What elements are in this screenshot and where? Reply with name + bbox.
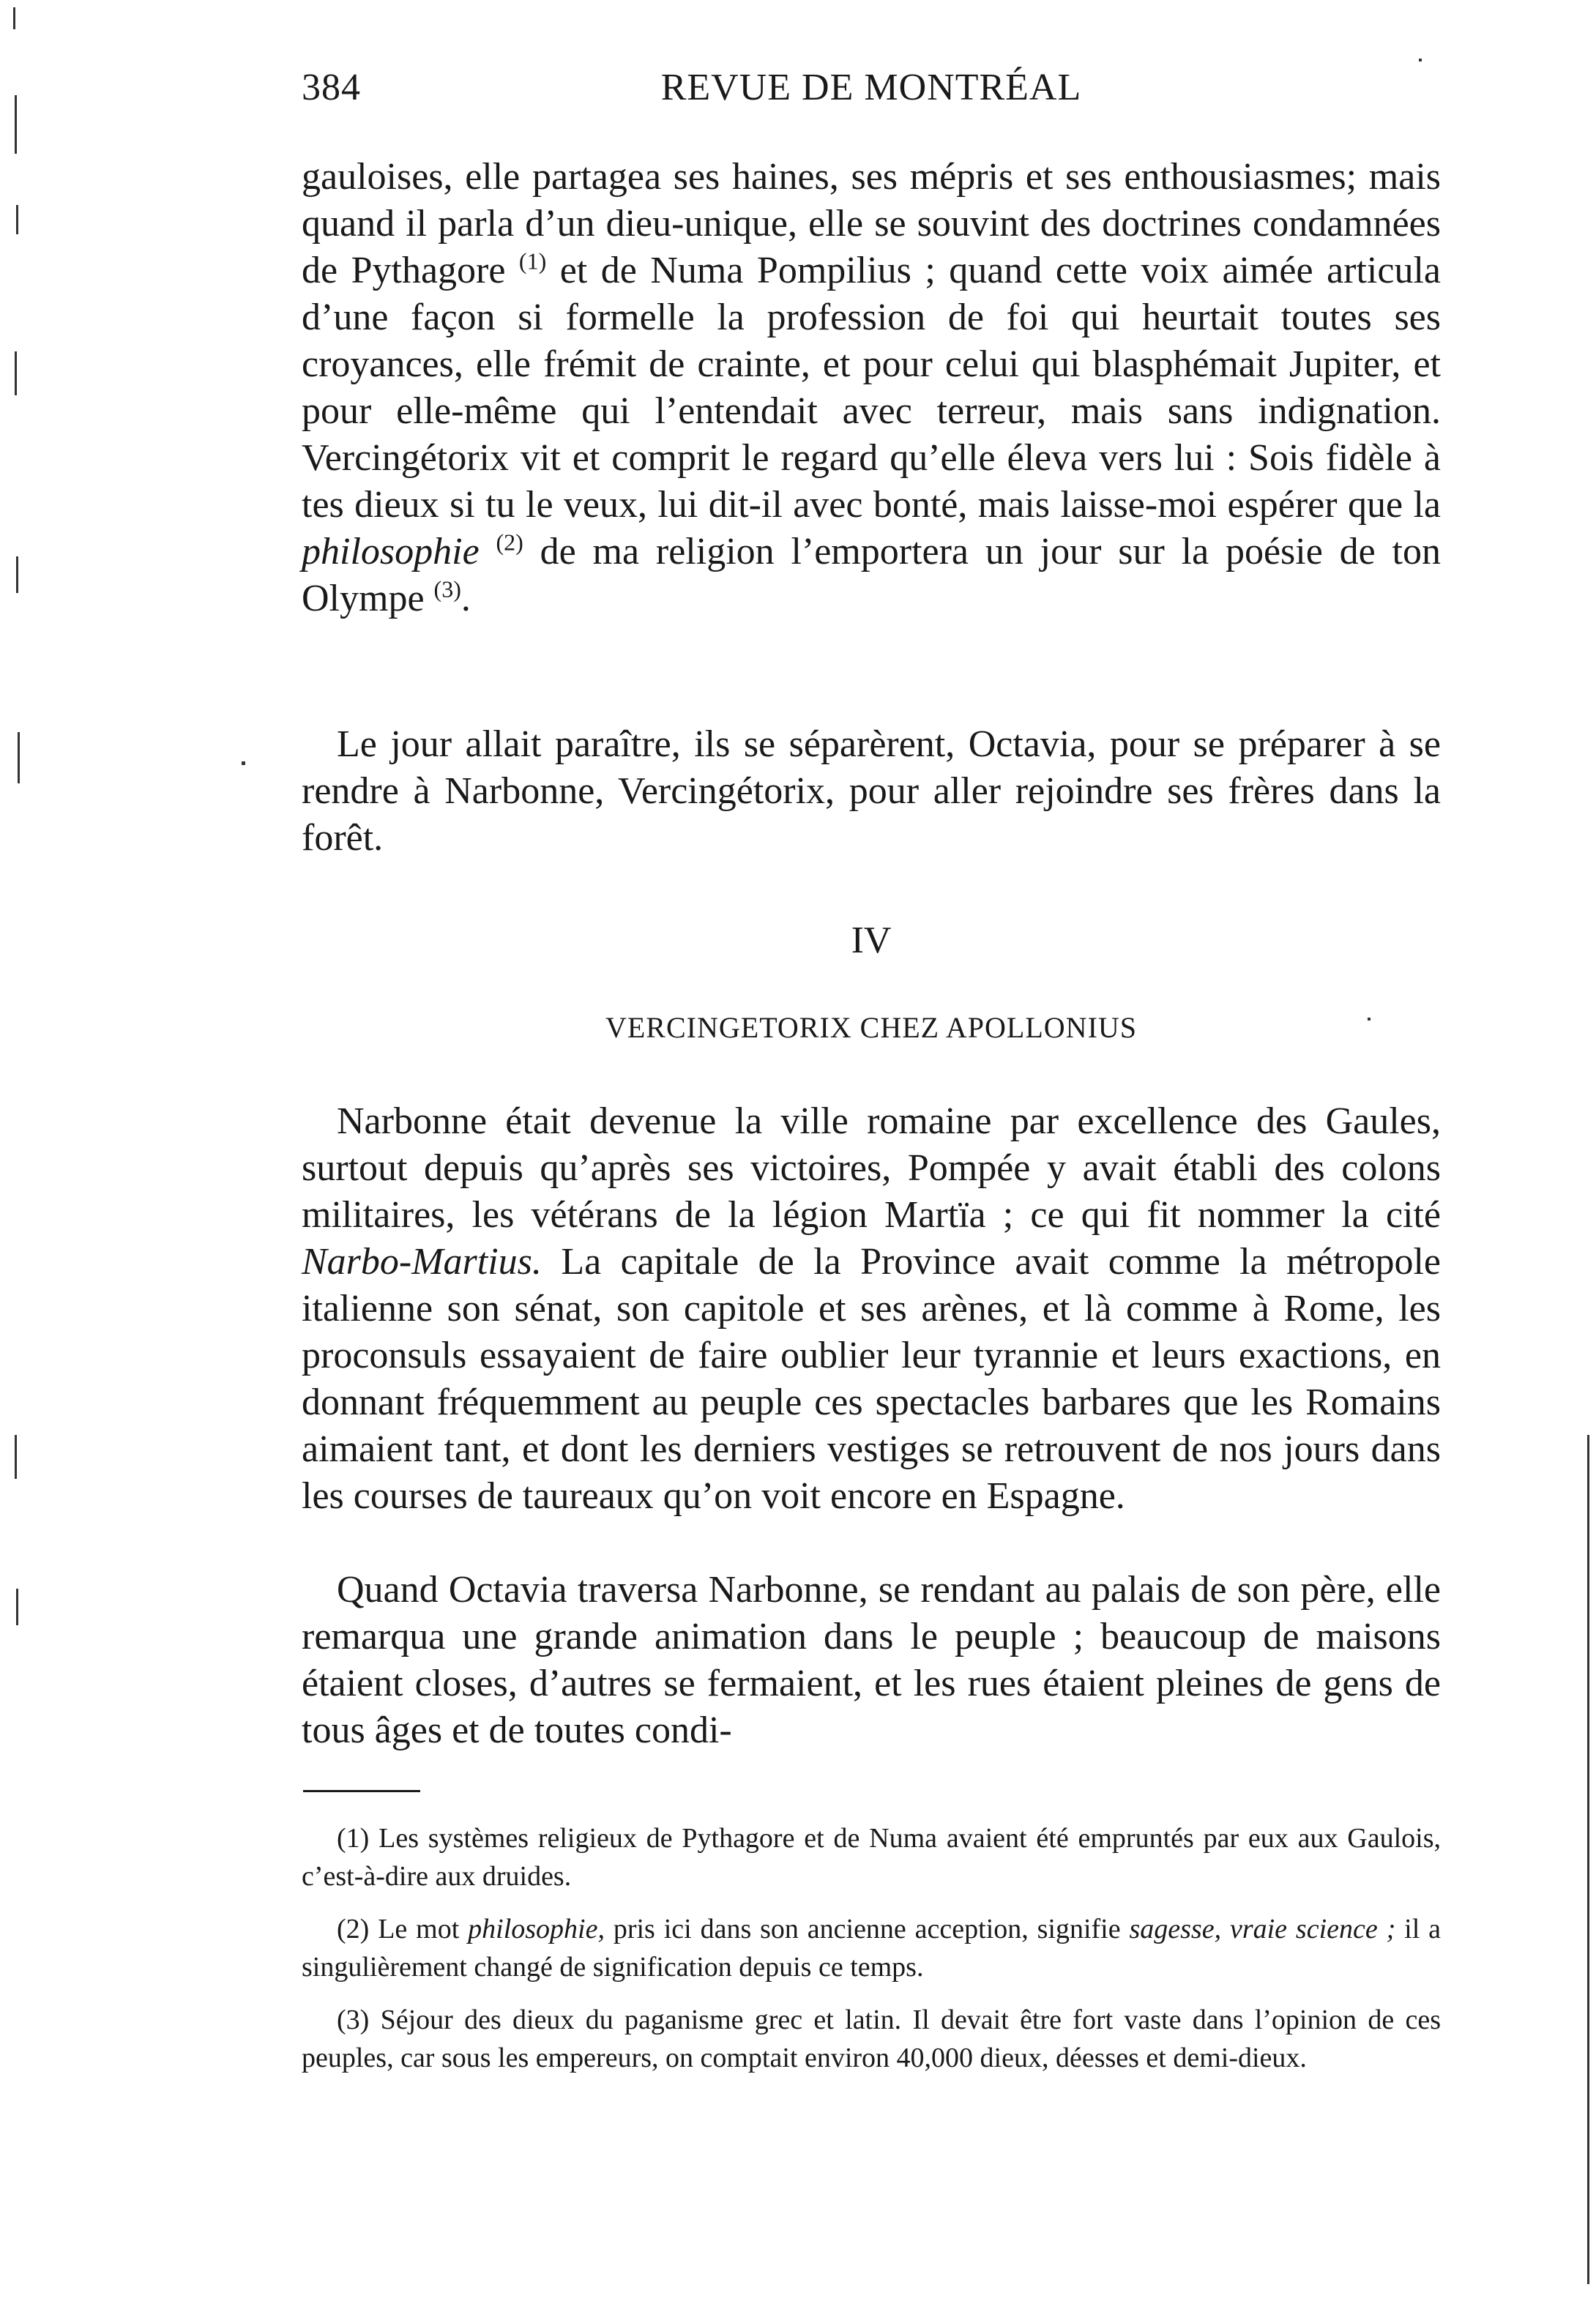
italic-place-name: Narbo-Martius. — [302, 1241, 542, 1283]
footnote-text: Séjour des dieux du paganisme grec et latin. Il devait être fort vaste dans l’opinion de ces peuples, car sous les empereurs, on comptait environ 40,000 dieux, déesses et demi-dieux. — [302, 2004, 1441, 2073]
paragraph — [302, 721, 1441, 862]
paragraph-text: de ma religion l’emportera un jour sur la poésie de ton Olympe — [302, 531, 1441, 619]
paragraph-text: La capitale de la Province avait comme la métropole italienne son sénat, son capitole et ses arènes, et là comme à Rome, les proconsuls essayaient de faire oublier leur tyrannie et leurs exactions, en donnant fréquemment au peuple ces spectacles barbares que les Romains aimaient tant, et dont les derniers vestiges se retrouvent de nos jours dans les courses de taureaux qu’on voit encore en Espagne. — [302, 1241, 1441, 1517]
footnote-text: il a singulièrement changé de signification depuis ce temps. — [302, 1914, 1441, 1983]
footnote-marker-3: (3) — [433, 575, 461, 603]
footnote-1 — [302, 1819, 1441, 1895]
section-number: IV — [851, 920, 892, 961]
scan-speck — [15, 351, 17, 395]
footnote-text: Le mot — [369, 1914, 469, 1944]
footnote-2 — [302, 1910, 1441, 1986]
paragraph-continuation — [302, 154, 1441, 622]
page-number: 384 — [302, 67, 361, 108]
scan-speck — [15, 95, 17, 154]
scan-speck — [242, 761, 245, 765]
scan-speck — [16, 556, 18, 593]
running-title: REVUE DE MONTRÉAL — [660, 67, 1082, 108]
scan-edge-line — [1587, 1435, 1589, 2284]
scan-speck — [16, 1589, 18, 1625]
footnote-marker-1: (1) — [518, 247, 547, 275]
section-title: VERCINGETORIX CHEZ APOLLONIUS — [605, 1011, 1138, 1044]
scan-speck — [1368, 1018, 1371, 1021]
book-page — [302, 66, 1441, 2073]
footnote-marker-2: (2) — [496, 529, 523, 556]
page-header — [302, 66, 1441, 117]
footnote-text: Les systèmes religieux de Pythagore et de Numa avaient été empruntés par eux aux Gaulois, c’est-à-dire aux druides. — [302, 1823, 1441, 1892]
footnotes — [302, 1819, 1441, 2092]
footnote-number: (3) — [337, 2004, 370, 2035]
paragraph-text: Quand Octavia traversa Narbonne, se rendant au palais de son père, elle remarqua une grande animation dans le peuple ; beaucoup de maisons étaient closes, d’autres se fermaient, et les rues étaient pleines de gens de tous âges et de toutes condi- — [302, 1569, 1441, 1751]
paragraph-text: Le jour allait paraître, ils se séparèrent, Octavia, pour se préparer à se rendre à Narbonne, Vercingétorix, pour aller rejoindre ses frères dans la forêt. — [302, 723, 1441, 859]
footnote-italic: philosophie, — [468, 1914, 605, 1944]
scan-speck — [15, 1435, 17, 1479]
paragraph-text: Narbonne était devenue la ville romaine par excellence des Gaules, surtout depuis qu’après ses victoires, Pompée y avait établi des colons militaires, les vétérans de la légion Martïa ; ce qui fit nommer la cité — [302, 1100, 1441, 1236]
scan-speck — [18, 732, 20, 783]
scan-speck — [13, 7, 15, 29]
paragraph — [302, 1098, 1441, 1520]
footnote-italic: sagesse, vraie science ; — [1129, 1914, 1396, 1944]
footnote-number: (2) — [337, 1914, 370, 1944]
paragraph-text: gauloises, elle partagea ses haines, ses mépris et ses enthousiasmes; mais quand il parla d’un dieu-unique, elle se souvint des doctrines condamnées de Pythagore — [302, 156, 1441, 291]
footnote-3 — [302, 2001, 1441, 2077]
scan-speck — [1419, 59, 1422, 61]
paragraph — [302, 1567, 1441, 1754]
scan-speck — [16, 205, 18, 234]
paragraph-text: et de Numa Pompilius ; quand cette voix aimée articula d’une façon si formelle la profession de foi qui heurtait toutes ses croyances, elle frémit de crainte, et pour celui qui blasphémait Jupiter, et pour elle-même qui l’entendait avec terreur, mais sans indignation. Vercingétorix vit et comprit le regard qu’elle éleva vers lui : Sois fidèle à tes dieux si tu le veux, lui dit-il avec bonté, mais laisse-moi espérer que la — [302, 250, 1441, 526]
italic-word: philosophie — [302, 531, 480, 573]
footnote-number: (1) — [337, 1823, 370, 1854]
footnote-divider — [303, 1790, 420, 1792]
paragraph-text: . — [460, 578, 471, 619]
footnote-text: pris ici dans son ancienne acception, signifie — [604, 1914, 1130, 1944]
